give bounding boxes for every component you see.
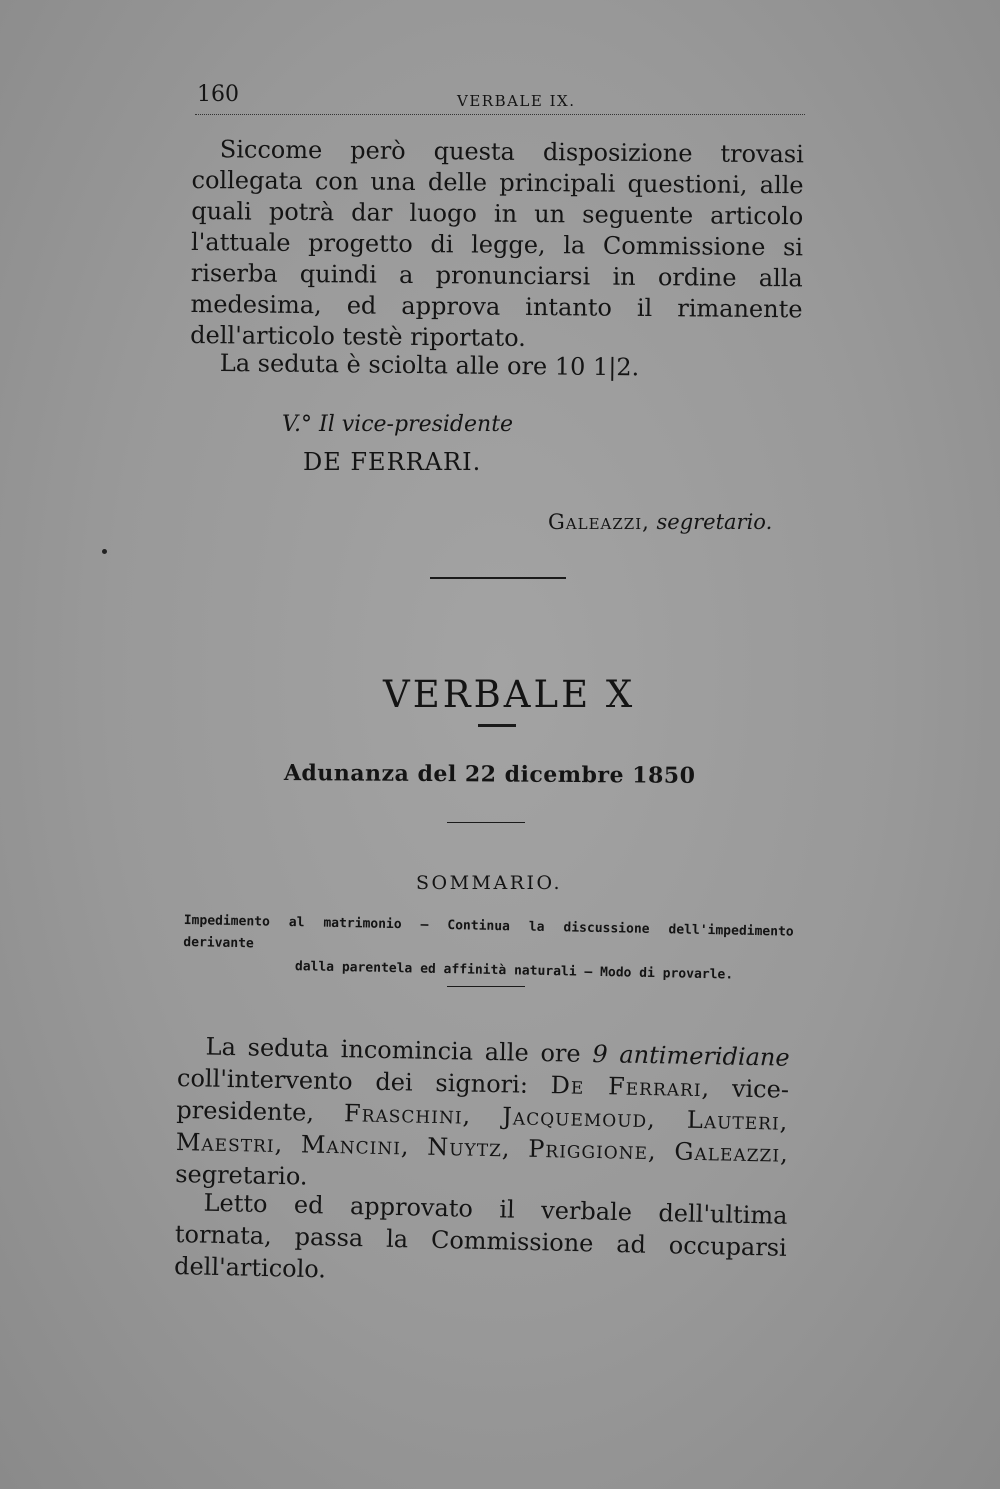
attendee-vice-president: De Ferrari bbox=[550, 1071, 702, 1103]
running-title: VERBALE IX. bbox=[457, 92, 576, 110]
running-head bbox=[195, 78, 805, 115]
section-divider bbox=[430, 577, 566, 579]
meeting-time: 9 antimeridiane bbox=[592, 1039, 790, 1072]
secretary-role: segretario. bbox=[656, 510, 773, 534]
paragraph-3-part-3: , vice-presidente, bbox=[176, 1074, 790, 1128]
summary-text bbox=[183, 910, 794, 988]
meeting-date: Adunanza del 22 dicembre 1850 bbox=[283, 760, 696, 789]
paragraph-2: La seduta è sciolta alle ore 10 1|2. bbox=[219, 348, 640, 382]
page-number: 160 bbox=[197, 82, 239, 107]
paragraph-3-part-4: , segretario. bbox=[174, 1139, 789, 1191]
secretary-name: Galeazzi, bbox=[548, 510, 650, 534]
paragraph-3-part-2: coll'intervento dei signori: bbox=[176, 1063, 551, 1100]
vise-line: V.° Il vice-presidente bbox=[282, 412, 514, 437]
summary-line-2: dalla parentela ed affinità naturali — Modo di provarle. bbox=[294, 959, 734, 983]
paragraph-1: Siccome però questa disposizione trovasi collegata con una delle principali questioni, alle quali potrà dar luogo in un seguente articolo l'attuale progetto di legge, la Commissione si riserba quindi a pronunciarsi in ordine alla medesima, ed approva intanto il rimanente dell'articolo testè riportato. bbox=[190, 135, 804, 352]
short-divider bbox=[447, 986, 525, 987]
title-dash bbox=[478, 724, 516, 727]
short-divider bbox=[447, 822, 525, 823]
section-title: VERBALE X bbox=[383, 672, 636, 716]
attendee-list: Fraschini, Jacquemoud, Lauteri, Maestri, Mancini, Nuytz, Priggione, Galeazzi bbox=[175, 1099, 789, 1168]
summary-heading: SOMMARIO. bbox=[416, 872, 563, 894]
paragraph-4: Letto ed approvato il verbale dell'ultima tornata, passa la Commissione ad occuparsi dell'articolo. bbox=[173, 1188, 788, 1284]
paragraph-3 bbox=[175, 1030, 790, 1202]
paragraph-3-part-1: La seduta incomincia alle ore bbox=[205, 1032, 593, 1068]
ink-speck bbox=[102, 549, 107, 554]
summary-line-1: Impedimento al matrimonio — Continua la discussione dell'impedimento derivante bbox=[183, 912, 794, 952]
president-name: DE FERRARI. bbox=[303, 448, 482, 476]
secretary-line bbox=[548, 510, 772, 534]
